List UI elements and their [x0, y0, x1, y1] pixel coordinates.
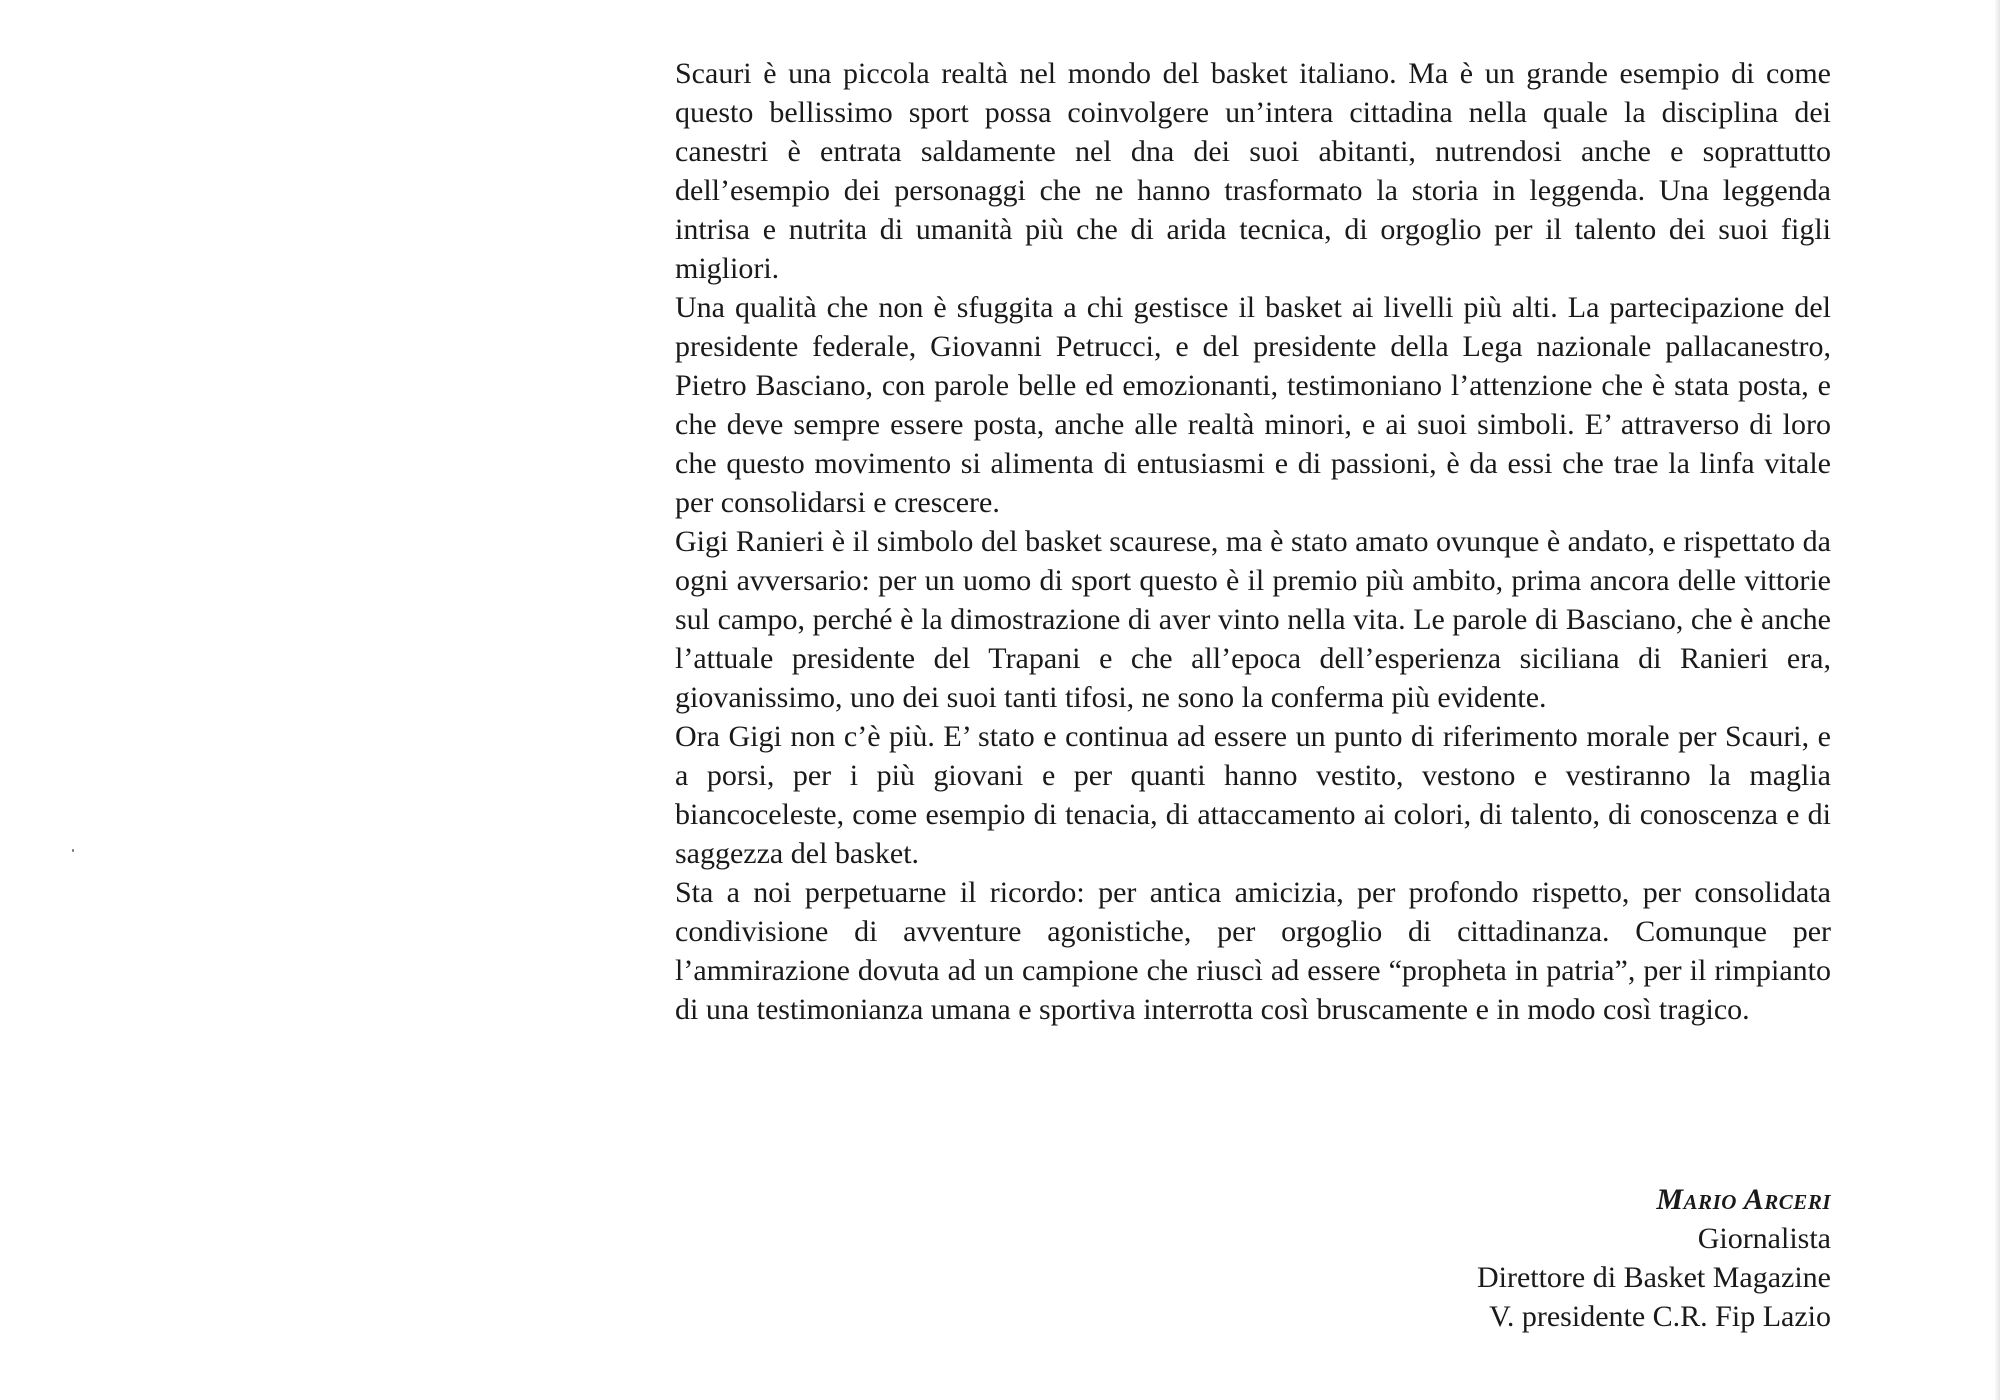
scan-speck: [72, 849, 74, 852]
author-name: Mario Arceri: [1656, 1183, 1831, 1216]
article-body: [675, 54, 1831, 1029]
paragraph-4: Ora Gigi non c’è più. E’ stato e continua ad essere un punto di riferimento morale per Scauri, e a porsi, per i più giovani e per quanti hanno vestito, vestono e vestiranno la maglia biancoceleste, come esempio di tenacia, di attaccamento ai colori, di talento, di conoscenza e di saggezza del basket.: [675, 720, 1831, 870]
author-title: Direttore di Basket Magazine: [1476, 1261, 1831, 1294]
signature-block: [1300, 1180, 1831, 1336]
paragraph-1: Scauri è una piccola realtà nel mondo del basket italiano. Ma è un grande esempio di come questo bellissimo sport possa coinvolgere un’intera cittadina nella quale la disciplina dei canestri è entrata saldamente nel dna dei suoi abitanti, nutrendosi anche e soprattutto dell’esempio dei personaggi che ne hanno trasformato la storia in leggenda. Una leggenda intrisa e nutrita di umanità più che di arida tecnica, di orgoglio per il talento dei suoi figli migliori.: [675, 57, 1831, 285]
paragraph-5: Sta a noi perpetuarne il ricordo: per antica amicizia, per profondo rispetto, per consolidata condivisione di avventure agonistiche, per orgoglio di cittadinanza. Comunque per l’ammirazione dovuta ad un campione che riuscì ad essere “propheta in patria”, per il rimpianto di una testimonianza umana e sportiva interrotta così bruscamente e in modo così tragico.: [675, 876, 1831, 1026]
paragraph-2: Una qualità che non è sfuggita a chi gestisce il basket ai livelli più alti. La partecipazione del presidente federale, Giovanni Petrucci, e del presidente della Lega nazionale pallacanestro, Pietro Basciano, con parole belle ed emozionanti, testimoniano l’attenzione che è stata posta, e che deve sempre essere posta, anche alle realtà minori, e ai suoi simboli. E’ attraverso di loro che questo movimento si alimenta di entusiasmi e di passioni, è da essi che trae la linfa vitale per consolidarsi e crescere.: [675, 291, 1831, 519]
author-role: Giornalista: [1697, 1222, 1831, 1255]
page-edge-shadow: [1994, 0, 2000, 1400]
paragraph-3: Gigi Ranieri è il simbolo del basket scaurese, ma è stato amato ovunque è andato, e rispettato da ogni avversario: per un uomo di sport questo è il premio più ambito, prima ancora delle vittorie sul campo, perché è la dimostrazione di aver vinto nella vita. Le parole di Basciano, che è anche l’attuale presidente del Trapani e che all’epoca dell’esperienza siciliana di Ranieri era, giovanissimo, uno dei suoi tanti tifosi, ne sono la conferma più evidente.: [675, 525, 1831, 714]
author-office: V. presidente C.R. Fip Lazio: [1489, 1300, 1831, 1333]
